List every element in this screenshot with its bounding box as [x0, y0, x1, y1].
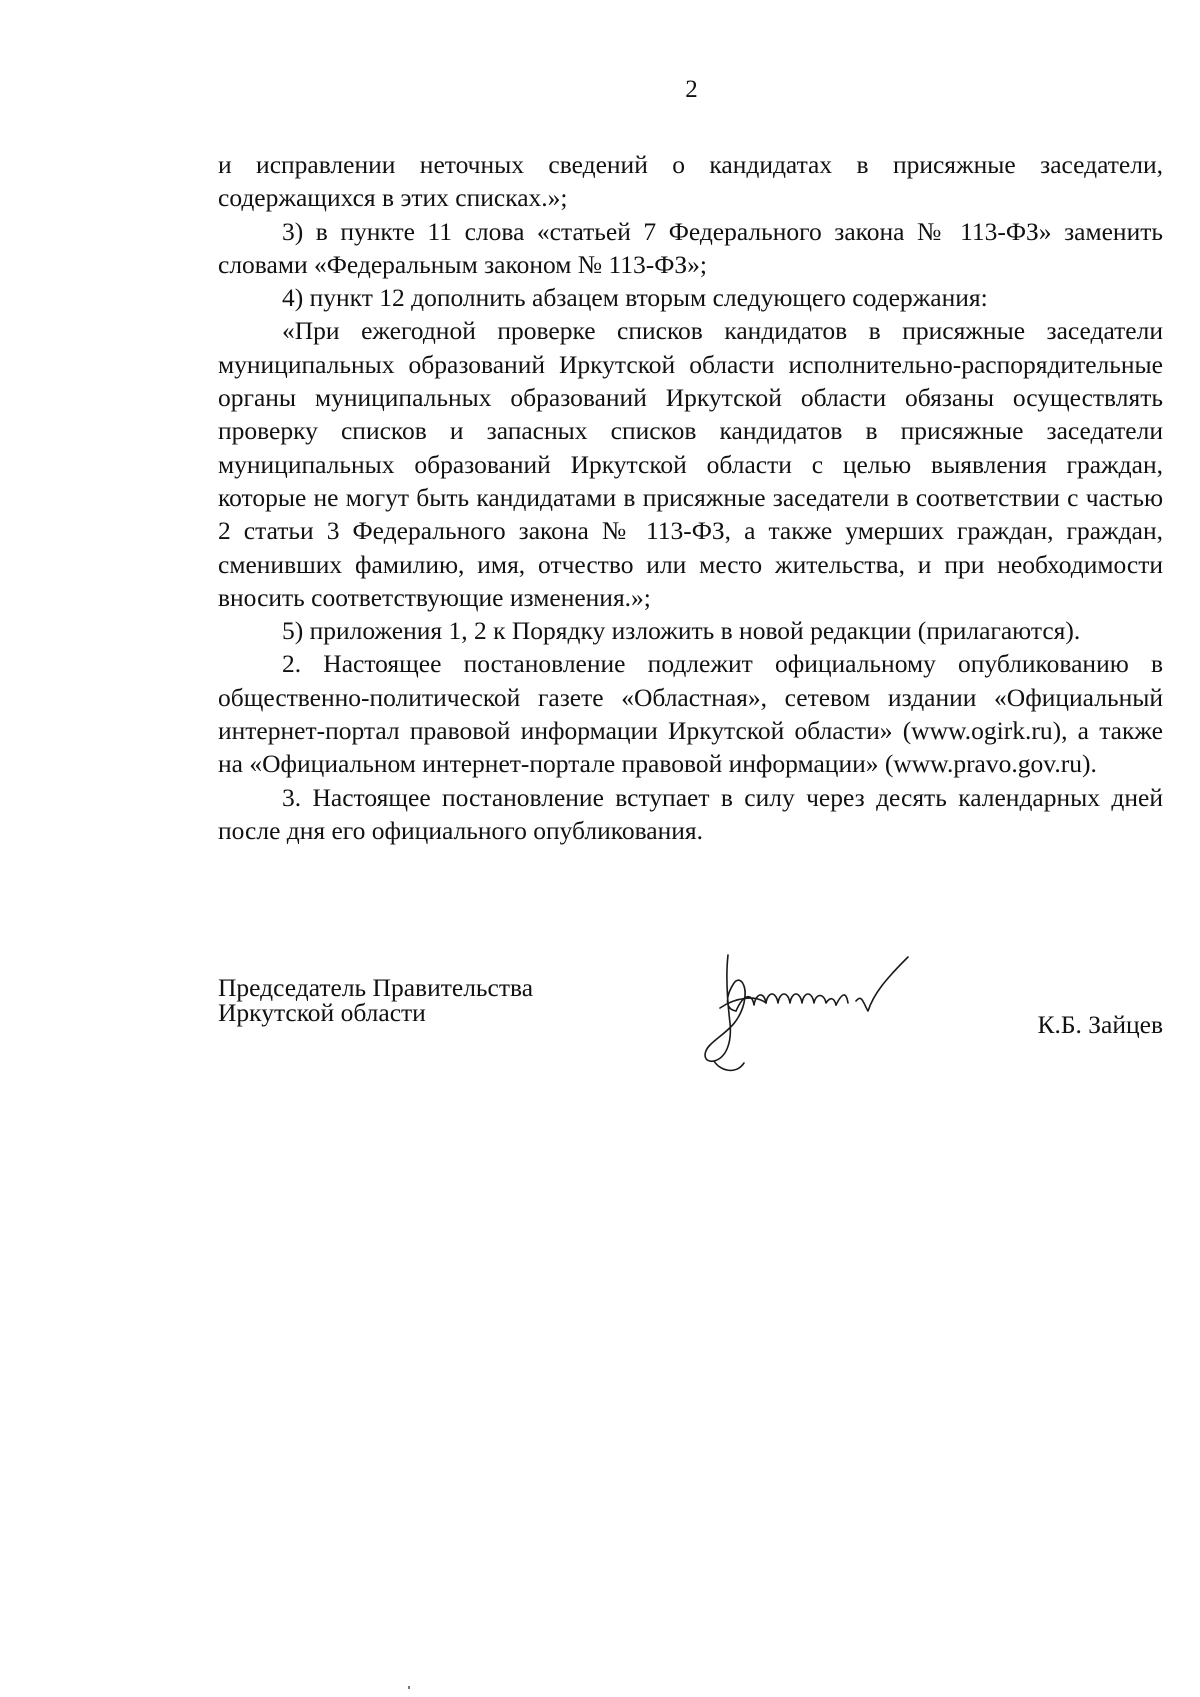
paragraph: 5) приложения 1, 2 к Порядку изложить в новой редакции (прилагаются).: [282, 616, 1081, 646]
signer-title: [218, 975, 533, 1025]
document-body: [218, 148, 1163, 847]
signature-block: [218, 975, 1163, 1095]
paragraph: «При ежегодной проверке списков кандидатов в присяжные заседатели муниципальных образований Иркутской области исполнительно-распорядительные органы муниципальных образований Иркутской области обязаны осуществлять проверку списков и запасных списков кандидатов в присяжные заседатели муниципальных образований Иркутской области с целью выявления граждан, которые не могут быть кандидатами в присяжные заседатели в соответствии с частью 2 статьи 3 Федерального закона № 113-ФЗ, а также умерших граждан, граждан, сменивших фамилию, имя, отчество или место жительства, и при необходимости вносить соответствующие изменения.»;: [218, 316, 1163, 612]
handwritten-signature: [696, 953, 926, 1078]
paragraph: 4) пункт 12 дополнить абзацем вторым следующего содержания:: [282, 283, 988, 313]
signer-name: К.Б. Зайцев: [1037, 1010, 1163, 1039]
paragraph: 3. Настоящее постановление вступает в силу через десять календарных дней после дня его официального опубликования.: [218, 782, 1163, 845]
paragraph: 2. Настоящее постановление подлежит официальному опубликованию в общественно-политической газете «Областная», сетевом издании «Официальный интернет-портал правовой информации Иркутской области» (www.ogirk.ru), а также на «Официальном интернет-портале правовой информации» (www.pravo.gov.ru).: [218, 649, 1163, 779]
paragraph: и исправлении неточных сведений о кандидатах в присяжные заседатели, содержащихся в этих списках.»;: [218, 150, 1163, 213]
page-number: 2: [685, 76, 698, 103]
scan-artifact: [408, 1686, 410, 1689]
signer-title-line2: Иркутской области: [218, 998, 426, 1027]
paragraph: 3) в пункте 11 слова «статьей 7 Федерального закона № 113-ФЗ» заменить словами «Федеральным законом № 113-ФЗ»;: [218, 216, 1163, 279]
signer-title-line1: Председатель Правительства: [218, 973, 534, 1002]
